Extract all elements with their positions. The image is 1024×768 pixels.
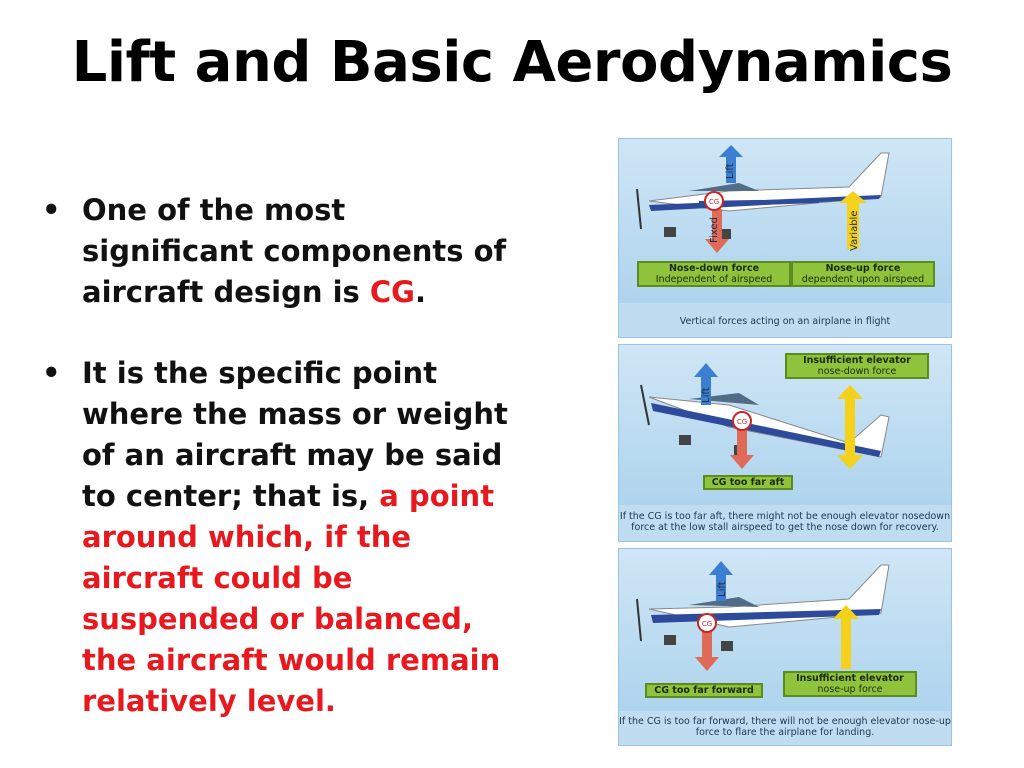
force-box-title: Nose-up force bbox=[825, 263, 901, 274]
cg-marker-icon: CG bbox=[736, 418, 748, 426]
bullet-text bbox=[82, 353, 522, 722]
force-box-cg-too-far-aft bbox=[703, 475, 793, 490]
fixed-label: Fixed bbox=[709, 217, 720, 243]
bullet-text-segment: It is the specific point where the mass or weight of an aircraft may be said to center; that is, bbox=[82, 356, 508, 513]
force-box-title: CG too far forward bbox=[654, 685, 754, 696]
panel-caption: Vertical forces acting on an airplane in flight bbox=[679, 316, 891, 327]
bullet-emphasis-definition: a point around which, if the aircraft could be suspended or balanced, the aircraft would remain relatively level. bbox=[82, 479, 501, 718]
cg-panel-too-far-aft bbox=[618, 344, 952, 542]
bullet-item bbox=[42, 190, 522, 313]
force-box-insufficient-nose-down bbox=[785, 353, 929, 379]
bullet-emphasis-cg: CG bbox=[369, 275, 415, 309]
force-box-title: Nose-down force bbox=[668, 263, 760, 274]
bullet-list bbox=[42, 190, 522, 762]
bullet-text-segment: . bbox=[414, 275, 427, 309]
cg-marker-icon: CG bbox=[701, 620, 713, 628]
panel-caption: If the CG is too far forward, there will not be enough elevator nose-up force to flare the airplane for landing. bbox=[619, 716, 951, 738]
variable-label: Variable bbox=[849, 210, 860, 251]
slide-title: Lift and Basic Aerodynamics bbox=[71, 30, 953, 95]
bullet-dot-icon: • bbox=[42, 356, 61, 390]
force-box-nose-up bbox=[791, 261, 935, 287]
force-box-subtitle: Independent of airspeed bbox=[655, 274, 773, 285]
force-box-subtitle: dependent upon airspeed bbox=[801, 274, 925, 285]
bullet-dot-icon: • bbox=[42, 193, 61, 227]
force-box-insufficient-nose-up bbox=[783, 671, 917, 697]
cg-diagram-figure bbox=[618, 138, 950, 746]
bullet-text-segment: One of the most significant components of aircraft design is bbox=[82, 193, 507, 309]
bullet-text bbox=[82, 190, 522, 313]
lift-label: Lift bbox=[717, 581, 728, 597]
cg-panel-too-far-forward bbox=[618, 548, 952, 746]
force-box-cg-too-far-forward bbox=[645, 683, 763, 698]
force-box-nose-down bbox=[637, 261, 791, 287]
force-box-subtitle: nose-down force bbox=[817, 366, 897, 377]
force-box-subtitle: nose-up force bbox=[817, 684, 883, 695]
cg-marker-icon: CG bbox=[708, 198, 720, 206]
lift-label: Lift bbox=[701, 387, 712, 403]
force-box-title: CG too far aft bbox=[711, 477, 785, 488]
lift-label: Lift bbox=[725, 163, 736, 179]
panel-caption: If the CG is too far aft, there might not be enough elevator nosedown force at the low stall airspeed to get the nose down for recovery. bbox=[619, 511, 951, 533]
force-box-title: Insufficient elevator bbox=[803, 355, 911, 366]
force-box-title: Insufficient elevator bbox=[796, 673, 904, 684]
cg-panel-vertical-forces bbox=[618, 138, 952, 338]
bullet-item bbox=[42, 353, 522, 722]
